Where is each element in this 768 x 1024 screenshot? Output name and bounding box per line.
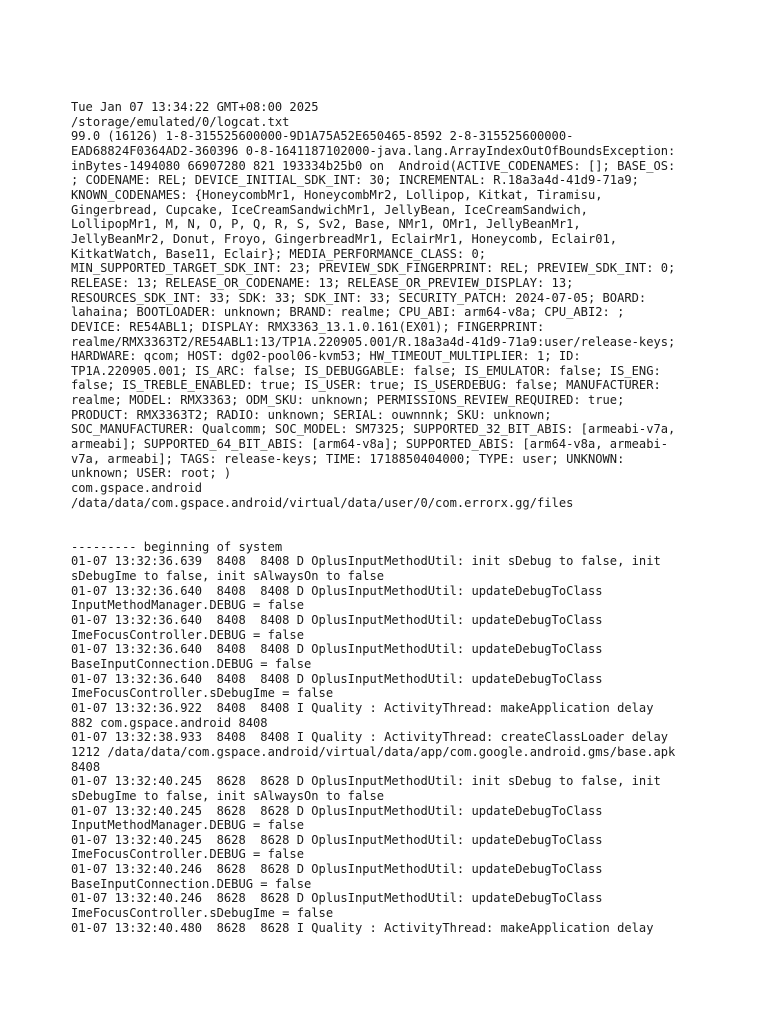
header-line: realme/RMX3363T2/RE54ABL1:13/TP1A.220905.001/R.18a3a4d-41d9-71a9:user/release-keys; (71, 334, 676, 349)
header-line: KitkatWatch, Base11, Eclair}; MEDIA_PERFORMANCE_CLASS: 0; (71, 246, 487, 261)
log-line: sDebugIme to false, init sAlwaysOn to false (71, 569, 385, 583)
log-line: 01-07 13:32:38.933 8408 8408 I Quality : ActivityThread: createClassLoader delay (71, 730, 669, 745)
log-line: 8408 (71, 759, 101, 774)
logcat-text-block (71, 100, 711, 935)
log-line: ImeFocusController.sDebugIme = false (71, 906, 334, 921)
log-line: 01-07 13:32:40.245 8628 8628 D OplusInputMethodUtil: updateDebugToClass (71, 832, 603, 847)
header-line: com.gspace.android (71, 481, 203, 496)
log-line: 01-07 13:32:40.480 8628 8628 I Quality : ActivityThread: makeApplication delay (71, 920, 654, 935)
log-line: sDebugIme to false, init sAlwaysOn to false (71, 788, 385, 803)
log-line: 01-07 13:32:40.245 8628 8628 D OplusInputMethodUtil: init sDebug to false, init (71, 774, 661, 789)
header-line: lahaina; BOOTLOADER: unknown; BRAND: realme; CPU_ABI: arm64-v8a; CPU_ABI2: ; (71, 305, 625, 320)
header-line: DEVICE: RE54ABL1; DISPLAY: RMX3363_13.1.0.161(EX01); FINGERPRINT: (71, 319, 545, 334)
header-line: /storage/emulated/0/logcat.txt (71, 114, 290, 129)
header-line: v7a, armeabi]; TAGS: release-keys; TIME: 1718850404000; TYPE: user; UNKNOWN: (71, 451, 625, 466)
log-line: 01-07 13:32:36.640 8408 8408 D OplusInputMethodUtil: updateDebugToClass (71, 642, 603, 657)
header-line: KNOWN_CODENAMES: {HoneycombMr1, HoneycombMr2, Lollipop, Kitkat, Tiramisu, (71, 187, 603, 202)
log-line: 1212 /data/data/com.gspace.android/virtual/data/app/com.google.android.gms/base.apk (71, 744, 676, 759)
log-line: InputMethodManager.DEBUG = false (71, 598, 304, 613)
log-line: 882 com.gspace.android 8408 (71, 715, 268, 730)
header-line: SOC_MANUFACTURER: Qualcomm; SOC_MODEL: SM7325; SUPPORTED_32_BIT_ABIS: [armeabi-v7a, (71, 422, 676, 437)
header-line: 99.0 (16126) 1-8-315525600000-9D1A75A52E650465-8592 2-8-315525600000- (71, 129, 574, 144)
header-line: RESOURCES_SDK_INT: 33; SDK: 33; SDK_INT: 33; SECURITY_PATCH: 2024-07-05; BOARD: (71, 290, 647, 305)
header-line: LollipopMr1, M, N, O, P, Q, R, S, Sv2, Base, NMr1, OMr1, JellyBeanMr1, (71, 217, 581, 232)
header-line: MIN_SUPPORTED_TARGET_SDK_INT: 23; PREVIEW_SDK_FINGERPRINT: REL; PREVIEW_SDK_INT: 0; (71, 261, 676, 276)
log-line: 01-07 13:32:40.246 8628 8628 D OplusInputMethodUtil: updateDebugToClass (71, 862, 603, 877)
log-line: BaseInputConnection.DEBUG = false (71, 876, 312, 891)
header-line: ; CODENAME: REL; DEVICE_INITIAL_SDK_INT: 30; INCREMENTAL: R.18a3a4d-41d9-71a9; (71, 173, 639, 188)
log-line: 01-07 13:32:40.246 8628 8628 D OplusInputMethodUtil: updateDebugToClass (71, 891, 603, 906)
log-line: 01-07 13:32:40.245 8628 8628 D OplusInputMethodUtil: updateDebugToClass (71, 803, 603, 818)
header-line: Gingerbread, Cupcake, IceCreamSandwichMr1, JellyBean, IceCreamSandwich, (71, 202, 588, 217)
log-line: 01-07 13:32:36.640 8408 8408 D OplusInputMethodUtil: updateDebugToClass (71, 612, 603, 627)
header-line: TP1A.220905.001; IS_ARC: false; IS_DEBUGGABLE: false; IS_EMULATOR: false; IS_ENG: (71, 363, 661, 378)
log-line: InputMethodManager.DEBUG = false (71, 818, 304, 833)
header-line: /data/data/com.gspace.android/virtual/data/user/0/com.errorx.gg/files (71, 495, 574, 510)
header-line: RELEASE: 13; RELEASE_OR_CODENAME: 13; RELEASE_OR_PREVIEW_DISPLAY: 13; (71, 275, 574, 290)
log-line: ImeFocusController.sDebugIme = false (71, 686, 334, 701)
header-line: JellyBeanMr2, Donut, Froyo, GingerbreadMr1, EclairMr1, Honeycomb, Eclair01, (71, 231, 618, 246)
header-line: unknown; USER: root; ) (71, 466, 232, 481)
log-line: 01-07 13:32:36.639 8408 8408 D OplusInputMethodUtil: init sDebug to false, init (71, 554, 661, 569)
log-line: 01-07 13:32:36.640 8408 8408 D OplusInputMethodUtil: updateDebugToClass (71, 671, 603, 686)
header-line: EAD68824F0364AD2-360396 0-8-1641187102000-java.lang.ArrayIndexOutOfBoundsException: (71, 143, 676, 158)
header-line: false; IS_TREBLE_ENABLED: true; IS_USER: true; IS_USERDEBUG: false; MANUFACTURER: (71, 378, 661, 393)
header-line: inBytes-1494080 66907280 821 193334b25b0 on Android(ACTIVE_CODENAMES: []; BASE_OS: (71, 158, 676, 173)
header-line: PRODUCT: RMX3363T2; RADIO: unknown; SERIAL: ouwnnnk; SKU: unknown; (71, 407, 552, 422)
header-line: HARDWARE: qcom; HOST: dg02-pool06-kvm53; HW_TIMEOUT_MULTIPLIER: 1; ID: (71, 349, 581, 364)
header-line: Tue Jan 07 13:34:22 GMT+08:00 2025 (71, 100, 319, 114)
log-line: ImeFocusController.DEBUG = false (71, 627, 304, 642)
log-line: 01-07 13:32:36.922 8408 8408 I Quality : ActivityThread: makeApplication delay (71, 700, 654, 715)
header-line: armeabi]; SUPPORTED_64_BIT_ABIS: [arm64-v8a]; SUPPORTED_ABIS: [arm64-v8a, armeabi- (71, 437, 669, 452)
header-line: realme; MODEL: RMX3363; ODM_SKU: unknown; PERMISSIONS_REVIEW_REQUIRED: true; (71, 393, 625, 408)
log-line: ImeFocusController.DEBUG = false (71, 847, 304, 862)
section-divider: --------- beginning of system (71, 539, 283, 554)
log-line: BaseInputConnection.DEBUG = false (71, 656, 312, 671)
log-line: 01-07 13:32:36.640 8408 8408 D OplusInputMethodUtil: updateDebugToClass (71, 583, 603, 598)
